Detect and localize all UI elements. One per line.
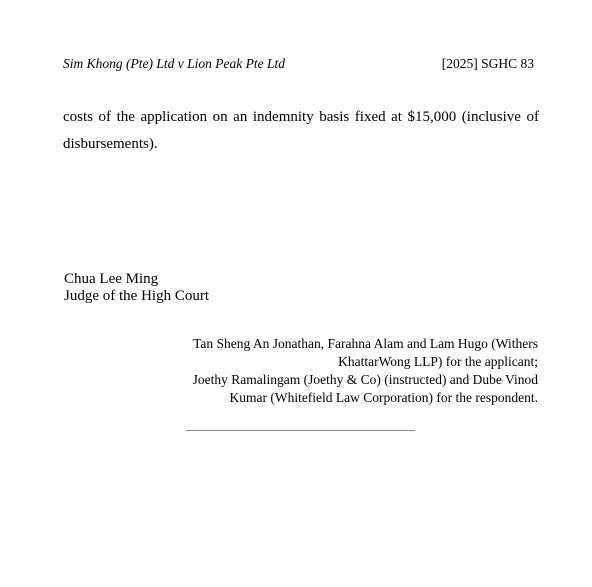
header-citation: [2025] SGHC 83 (441, 56, 534, 71)
body-paragraph: costs of the application on an indemnity basis fixed at $15,000 (inclusive of disbursements). (63, 109, 539, 152)
header-case-name: Sim Khong (Pte) Ltd v Lion Peak Pte Ltd (63, 56, 285, 71)
judge-title: Judge of the High Court (64, 288, 209, 304)
counsel-line: Kumar (Whitefield Law Corporation) for the respondent. (229, 390, 538, 405)
counsel-line: Joethy Ramalingam (Joethy & Co) (instructed) and Dube Vinod (192, 372, 538, 387)
counsel-line: KhattarWong LLP) for the applicant; (338, 354, 538, 369)
judge-name: Chua Lee Ming (64, 271, 159, 287)
counsel-block (170, 335, 538, 407)
horizontal-divider (186, 430, 415, 431)
counsel-line: Tan Sheng An Jonathan, Farahna Alam and Lam Hugo (Withers (193, 336, 538, 351)
judge-signature-block (64, 271, 209, 305)
